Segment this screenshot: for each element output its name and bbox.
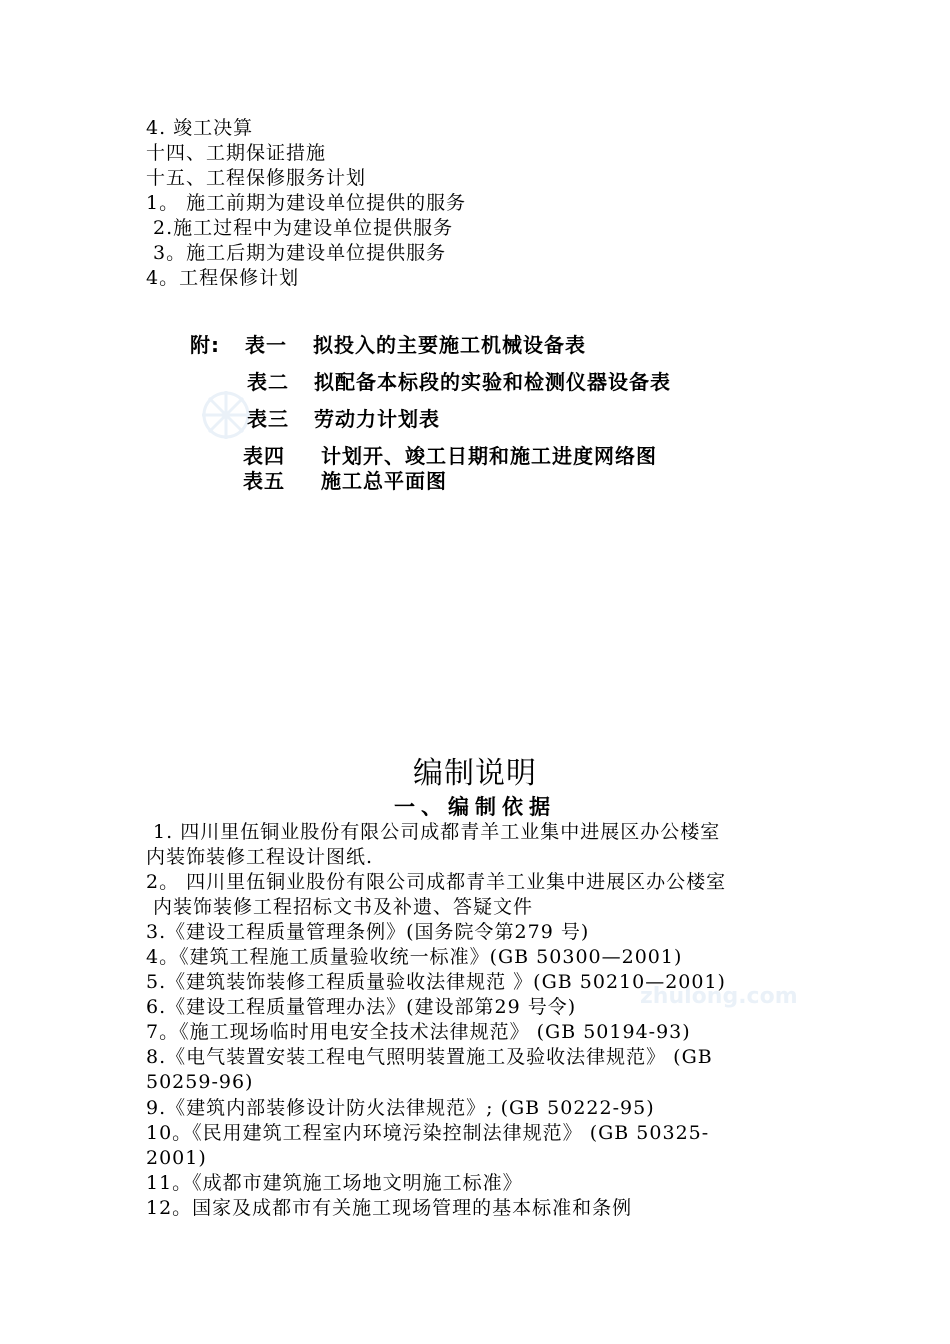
appendix-item-text: 施工总平面图 (321, 469, 447, 493)
appendix-item-label: 表一 (245, 333, 287, 357)
basis-line: 内装饰装修工程设计图纸. (146, 846, 374, 868)
basis-line: 2。 四川里伍铜业股份有限公司成都青羊工业集中进展区办公楼室 (146, 871, 727, 893)
toc-line: 3。施工后期为建设单位提供服务 (146, 242, 447, 264)
appendix-prefix: 附: (190, 333, 220, 357)
appendix-item-text: 计划开、竣工日期和施工进度网络图 (321, 444, 657, 468)
document-title: 编制说明 (413, 756, 537, 791)
appendix-item-label: 表四 (243, 444, 285, 468)
basis-line: 11。《成都市建筑施工场地文明施工标准》 (146, 1172, 523, 1194)
appendix-item-text: 拟配备本标段的实验和检测仪器设备表 (314, 370, 671, 394)
basis-line: 5.《建筑装饰装修工程质量验收法律规范 》(GB 50210—2001) (146, 971, 726, 993)
toc-line: 4。工程保修计划 (146, 267, 300, 289)
basis-line: 3.《建设工程质量管理条例》(国务院令第279 号) (146, 921, 590, 943)
toc-line: 2.施工过程中为建设单位提供服务 (146, 217, 454, 239)
appendix-item-label: 表三 (247, 407, 289, 431)
basis-line: 内装饰装修工程招标文书及补遗、答疑文件 (146, 896, 534, 918)
appendix-item-text: 劳动力计划表 (314, 407, 440, 431)
appendix-item-text: 拟投入的主要施工机械设备表 (313, 333, 586, 357)
toc-line: 4. 竣工决算 (146, 117, 254, 139)
basis-line: 8.《电气装置安装工程电气照明装置施工及验收法律规范》 (GB (146, 1046, 713, 1068)
appendix-item-label: 表五 (243, 469, 285, 493)
basis-line: 50259-96) (146, 1071, 254, 1093)
toc-line: 1。 施工前期为建设单位提供的服务 (146, 192, 467, 214)
basis-line: 9.《建筑内部装修设计防火法律规范》; (GB 50222-95) (146, 1097, 655, 1119)
basis-line: 4。《建筑工程施工质量验收统一标准》(GB 50300—2001) (146, 946, 683, 968)
basis-line: 1. 四川里伍铜业股份有限公司成都青羊工业集中进展区办公楼室 (146, 821, 721, 843)
toc-line: 十五、工程保修服务计划 (146, 167, 367, 189)
basis-line: 10。《民用建筑工程室内环境污染控制法律规范》 (GB 50325- (146, 1122, 710, 1144)
basis-line: 2001) (146, 1147, 207, 1169)
basis-line: 12。国家及成都市有关施工现场管理的基本标准和条例 (146, 1197, 633, 1219)
zhulong-watermark-text: zhulong.com (640, 984, 798, 1009)
toc-line: 十四、工期保证措施 (146, 142, 327, 164)
section-subtitle: 一、编制依据 (394, 795, 556, 819)
appendix-item-label: 表二 (247, 370, 289, 394)
basis-line: 6.《建设工程质量管理办法》(建设部第29 号令) (146, 996, 577, 1018)
basis-line: 7。《施工现场临时用电安全技术法律规范》 (GB 50194-93) (146, 1021, 691, 1043)
